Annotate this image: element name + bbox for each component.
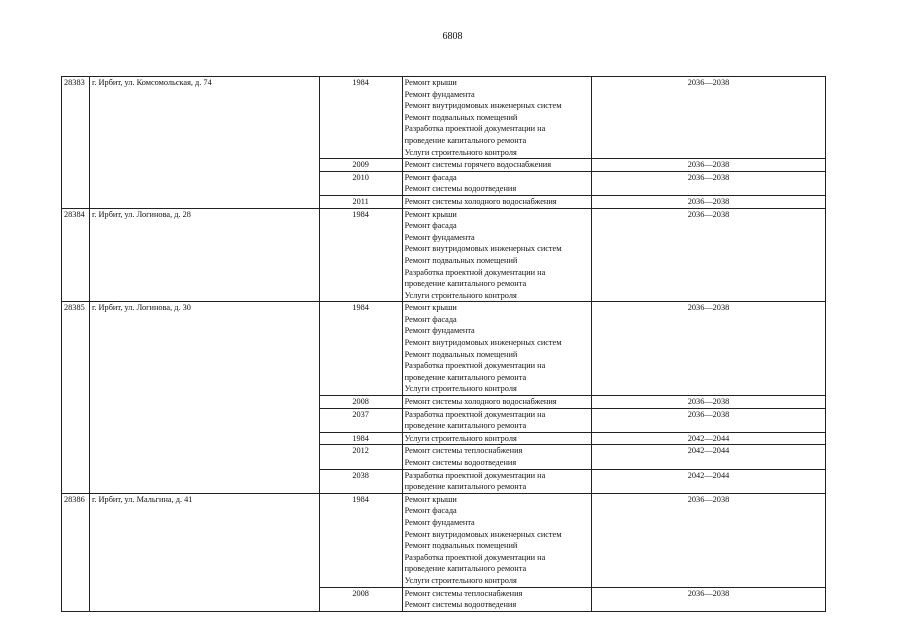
address-cell [89, 396, 319, 409]
table-row [62, 195, 826, 208]
planned-period-cell: 2036—2038 [592, 171, 826, 195]
work-type-line: Разработка проектной документации на [404, 361, 546, 371]
year-cell: 1984 [319, 208, 402, 302]
work-type-line: Ремонт фундамента [404, 89, 475, 99]
work-type-cell [402, 587, 591, 611]
work-type-line: Услуги строительного контроля [404, 433, 517, 443]
work-type-line: Ремонт внутридомовых инженерных систем [404, 529, 562, 539]
work-type-line: проведение капитального ремонта [404, 279, 527, 289]
work-type-line: Ремонт фасада [404, 506, 457, 516]
year-cell: 2008 [319, 396, 402, 409]
address-cell: г. Ирбит, ул. Мальгина, д. 41 [89, 493, 319, 587]
work-type-cell [402, 469, 591, 493]
address-cell [89, 195, 319, 208]
work-type-line: Ремонт крыши [404, 209, 457, 219]
object-id-cell [62, 587, 90, 611]
object-id-cell [62, 171, 90, 195]
table-row [62, 587, 826, 611]
object-id-cell [62, 432, 90, 445]
year-cell: 2038 [319, 469, 402, 493]
object-id-cell [62, 445, 90, 469]
planned-period-cell: 2036—2038 [592, 408, 826, 432]
table-row [62, 77, 826, 159]
work-type-cell [402, 445, 591, 469]
work-type-line: Разработка проектной документации на [404, 124, 546, 134]
work-type-line: Ремонт подвальных помещений [404, 349, 518, 359]
work-type-cell [402, 493, 591, 587]
work-type-line: Разработка проектной документации на [404, 470, 546, 480]
work-type-line: Ремонт системы холодного водоснабжения [404, 397, 557, 407]
object-id-cell [62, 408, 90, 432]
table-body [62, 77, 826, 612]
planned-period-cell: 2042—2044 [592, 469, 826, 493]
work-type-line: Ремонт системы холодного водоснабжения [404, 196, 557, 206]
object-id-cell: 28384 [62, 208, 90, 302]
year-cell: 2009 [319, 159, 402, 172]
year-cell: 2037 [319, 408, 402, 432]
work-type-cell [402, 77, 591, 159]
planned-period-cell: 2036—2038 [592, 208, 826, 302]
work-type-line: Ремонт подвальных помещений [404, 255, 518, 265]
work-type-cell [402, 432, 591, 445]
address-cell: г. Ирбит, ул. Логинова, д. 28 [89, 208, 319, 302]
object-id-cell [62, 159, 90, 172]
work-type-line: Услуги строительного контроля [404, 575, 517, 585]
work-type-cell [402, 396, 591, 409]
table-row [62, 408, 826, 432]
table-row [62, 432, 826, 445]
object-id-cell [62, 195, 90, 208]
work-type-line: Ремонт системы горячего водоснабжения [404, 160, 552, 170]
work-type-line: Услуги строительного контроля [404, 384, 517, 394]
table-row [62, 302, 826, 396]
planned-period-cell: 2036—2038 [592, 159, 826, 172]
address-cell: г. Ирбит, ул. Логинова, д. 30 [89, 302, 319, 396]
planned-period-cell: 2036—2038 [592, 493, 826, 587]
object-id-cell [62, 396, 90, 409]
work-type-line: Ремонт внутридомовых инженерных систем [404, 101, 562, 111]
work-type-line: проведение капитального ремонта [404, 421, 527, 431]
work-type-line: Ремонт внутридомовых инженерных систем [404, 338, 562, 348]
object-id-cell: 28386 [62, 493, 90, 587]
year-cell: 2008 [319, 587, 402, 611]
work-type-line: Ремонт крыши [404, 78, 457, 87]
work-type-cell [402, 195, 591, 208]
work-type-line: Разработка проектной документации на [404, 267, 546, 277]
planned-period-cell: 2036—2038 [592, 195, 826, 208]
address-cell [89, 408, 319, 432]
address-cell [89, 587, 319, 611]
work-type-line: Услуги строительного контроля [404, 290, 517, 300]
work-type-line: Ремонт подвальных помещений [404, 112, 518, 122]
work-type-line: проведение капитального ремонта [404, 135, 527, 145]
work-type-line: Ремонт системы теплоснабжения [404, 588, 523, 598]
work-type-cell [402, 302, 591, 396]
work-type-line: Ремонт системы теплоснабжения [404, 446, 523, 456]
work-type-line: Ремонт крыши [404, 303, 457, 313]
page-number: 6808 [442, 31, 463, 42]
year-cell: 1984 [319, 432, 402, 445]
work-type-line: Разработка проектной документации на [404, 409, 546, 419]
work-type-cell [402, 408, 591, 432]
work-type-cell [402, 159, 591, 172]
planned-period-cell: 2036—2038 [592, 302, 826, 396]
work-type-line: Ремонт фундамента [404, 326, 475, 336]
work-type-line: Ремонт крыши [404, 494, 457, 504]
address-cell: г. Ирбит, ул. Комсомольская, д. 74 [89, 77, 319, 159]
address-cell [89, 469, 319, 493]
table-row [62, 469, 826, 493]
planned-period-cell: 2036—2038 [592, 396, 826, 409]
work-type-line: проведение капитального ремонта [404, 482, 527, 492]
year-cell: 2012 [319, 445, 402, 469]
work-type-line: Разработка проектной документации на [404, 552, 546, 562]
year-cell: 1984 [319, 302, 402, 396]
work-type-line: Ремонт фасада [404, 314, 457, 324]
work-type-cell [402, 208, 591, 302]
work-type-cell [402, 171, 591, 195]
work-type-line: Ремонт внутридомовых инженерных систем [404, 244, 562, 254]
table-row [62, 493, 826, 587]
work-type-line: Ремонт системы водоотведения [404, 184, 517, 194]
address-cell [89, 445, 319, 469]
work-type-line: Ремонт системы водоотведения [404, 600, 517, 610]
planned-period-cell: 2036—2038 [592, 587, 826, 611]
year-cell: 1984 [319, 77, 402, 159]
work-type-line: Ремонт фундамента [404, 232, 475, 242]
planned-period-cell: 2042—2044 [592, 445, 826, 469]
table-row [62, 396, 826, 409]
year-cell: 1984 [319, 493, 402, 587]
table-row [62, 159, 826, 172]
table-row [62, 445, 826, 469]
address-cell [89, 171, 319, 195]
work-type-line: Ремонт системы водоотведения [404, 458, 517, 467]
planned-period-cell: 2042—2044 [592, 432, 826, 445]
work-type-line: проведение капитального ремонта [404, 564, 527, 574]
address-cell [89, 432, 319, 445]
work-type-line: Услуги строительного контроля [404, 147, 517, 157]
object-id-cell: 28385 [62, 302, 90, 396]
work-type-line: Ремонт фундамента [404, 517, 475, 527]
year-cell: 2010 [319, 171, 402, 195]
repair-schedule-table [61, 76, 826, 612]
year-cell: 2011 [319, 195, 402, 208]
work-type-line: проведение капитального ремонта [404, 372, 527, 382]
work-type-line: Ремонт подвальных помещений [404, 541, 518, 551]
planned-period-cell: 2036—2038 [592, 77, 826, 159]
work-type-line: Ремонт фасада [404, 221, 457, 231]
table-row [62, 208, 826, 302]
table-row [62, 171, 826, 195]
work-type-line: Ремонт фасада [404, 172, 457, 182]
object-id-cell [62, 469, 90, 493]
object-id-cell: 28383 [62, 77, 90, 159]
address-cell [89, 159, 319, 172]
